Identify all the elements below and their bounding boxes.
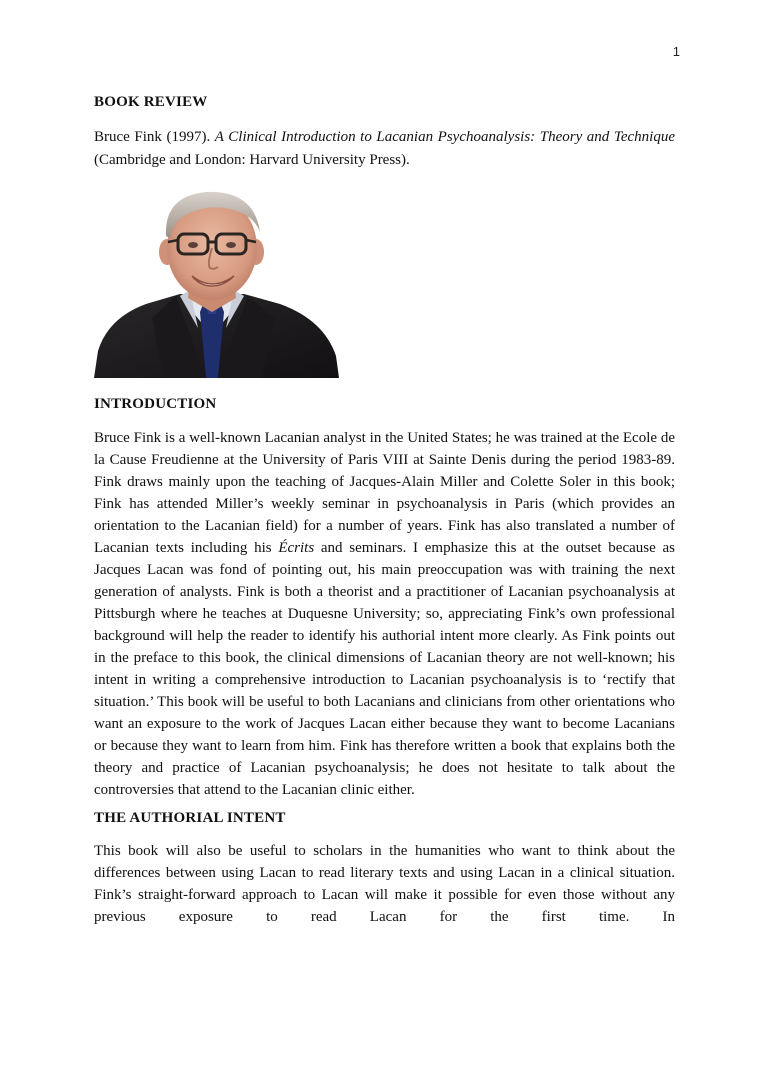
introduction-text-part-1: Bruce Fink is a well-known Lacanian analyst in the United States; he was trained at the Ecole de la Cause Freudienne at the University of Paris VIII at Sainte Denis during the period 1983-89. Fink draws mainly upon the teaching of Jacques-Alain Miller and Colette Soler in this book; Fink has attended Miller’s weekly seminar in psychoanalysis in Paris (which provides an orientation to the Lacanian field) for a number of years. Fink has also translated a number of Lacanian texts including his — [94, 430, 675, 556]
book-citation — [94, 126, 675, 172]
review-heading: BOOK REVIEW — [94, 94, 208, 110]
authorial-intent-paragraph: This book will also be useful to scholars in the humanities who want to think about the differences between using Lacan to read literary texts and using Lacan in a clinical situation. Fink’s straight-forward approach to Lacan will make it possible for even those without any previous exposure to read Lacan for the first time. In — [94, 843, 675, 925]
page-number: 1 — [672, 44, 680, 59]
introduction-text-part-2: and seminars. I emphasize this at the outset because as Jacques Lacan was fond of pointing out, his main preoccupation was with training the next generation of analysts. Fink is both a theorist and a practitioner of Lacanian psychoanalysis at Pittsburgh where he teaches at Duquesne University; so, appreciating Fink’s own professional background will help the reader to identify his authorial intent more clearly. As Fink points out in the preface to this book, the clinical dimensions of Lacanian theory are not well-known; his intent in writing a comprehensive introduction to Lacanian psychoanalysis is to ‘rectify that situation.’ This book will be useful to both Lacanians and clinicians from other orientations who want an exposure to the work of Jacques Lacan either because they want to become Lacanians or because they want to learn from him. Fink has therefore written a book that explains both the theory and practice of Lacanian psychoanalysis; he does not hesitate to talk about the controversies that attend to the Lacanian clinic either. — [94, 540, 675, 798]
author-portrait-photo — [94, 186, 339, 378]
page-content — [94, 92, 675, 928]
citation-author-year: Bruce Fink (1997). — [94, 129, 215, 145]
introduction-paragraph — [94, 427, 675, 801]
introduction-heading: INTRODUCTION — [94, 396, 217, 412]
introduction-italic-ecrits: Écrits — [278, 540, 315, 556]
citation-book-title: A Clinical Introduction to Lacanian Psychoanalysis: Theory and Technique — [214, 129, 675, 145]
authorial-intent-heading: THE AUTHORIAL INTENT — [94, 810, 286, 826]
citation-publisher: (Cambridge and London: Harvard University Press). — [94, 152, 410, 168]
